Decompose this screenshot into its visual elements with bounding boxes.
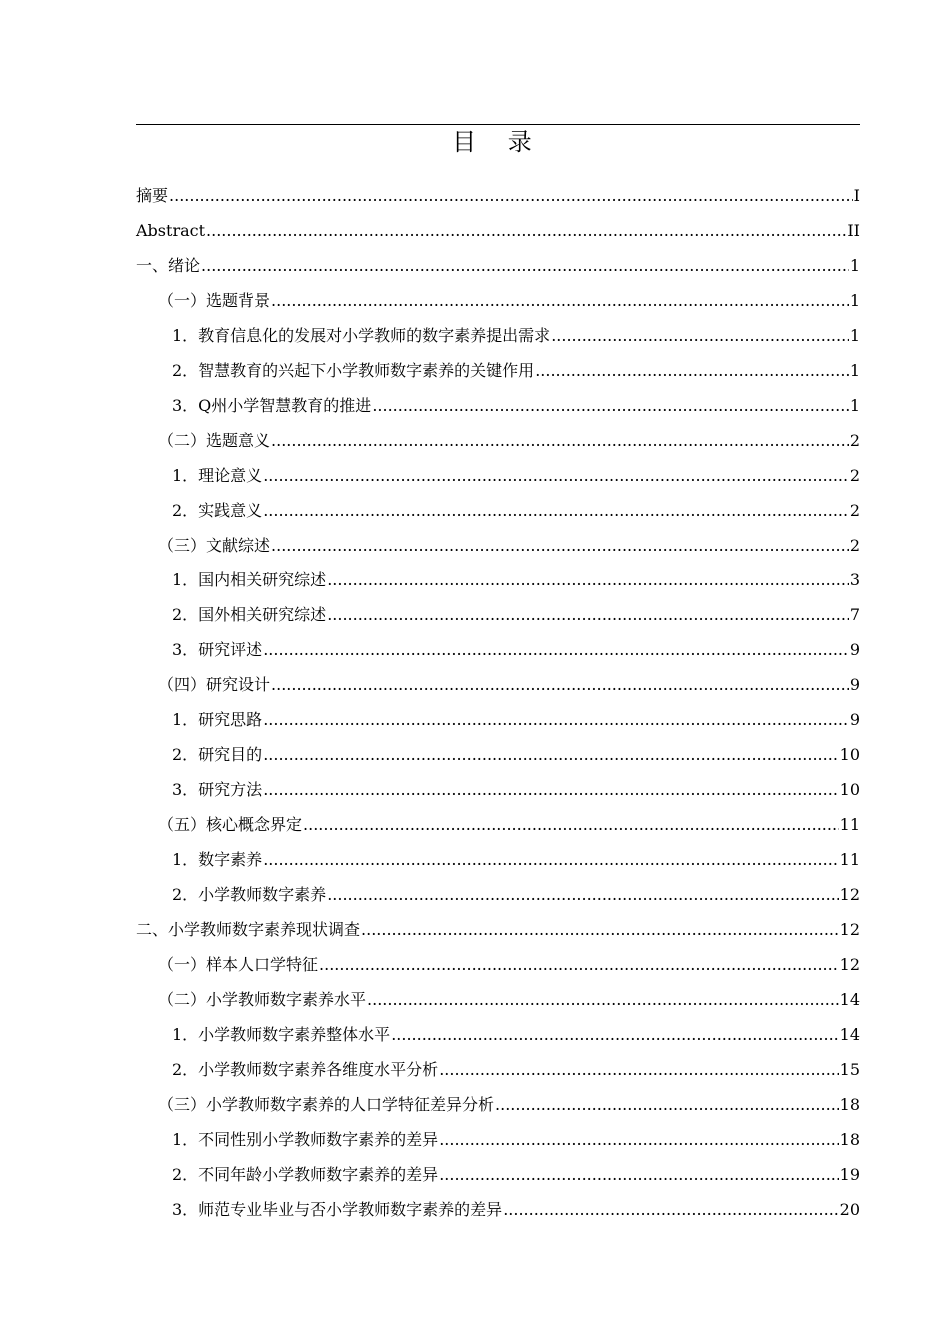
toc-dot-leader [439, 1159, 838, 1191]
toc-dot-leader [263, 460, 849, 492]
toc-entry-label: 3．研究评述 [172, 640, 263, 660]
toc-entry-label: 1．教育信息化的发展对小学教师的数字素养提出需求 [172, 325, 551, 345]
toc-entry-page: 11 [839, 815, 860, 835]
toc-entry-page: 3 [849, 570, 860, 590]
toc-dot-leader [495, 1089, 839, 1121]
toc-entry-page: 19 [839, 1164, 860, 1184]
toc-dot-leader [327, 564, 849, 596]
toc-entry-label: 3．研究方法 [172, 780, 263, 800]
toc-entry-label: 3．Q州小学智慧教育的推进 [172, 395, 372, 415]
toc-entry-label: 2．国外相关研究综述 [172, 605, 327, 625]
toc-entry-page: 1 [849, 290, 860, 310]
toc-entry[interactable] [136, 984, 860, 1016]
toc-entry[interactable] [136, 704, 860, 736]
toc-entry-page: 2 [849, 535, 860, 555]
toc-entry-label: （四）研究设计 [158, 675, 271, 695]
toc-entry-label: 2．实践意义 [172, 500, 263, 520]
toc-entry[interactable] [136, 530, 860, 562]
toc-entry-label: （二）小学教师数字素养水平 [158, 989, 367, 1009]
toc-dot-leader [271, 530, 849, 562]
toc-entry[interactable] [136, 355, 860, 387]
toc-dot-leader [391, 1019, 838, 1051]
toc-dot-leader [361, 914, 839, 946]
toc-dot-leader [439, 1124, 838, 1156]
toc-dot-leader [206, 215, 846, 247]
toc-entry[interactable] [136, 285, 860, 317]
toc-entry-page: I [853, 186, 860, 205]
toc-entry-page: 1 [849, 395, 860, 415]
toc-entry-page: 14 [839, 1024, 860, 1044]
toc-dot-leader [201, 250, 849, 282]
toc-entry[interactable] [136, 1054, 860, 1086]
toc-entry-page: 2 [849, 465, 860, 485]
toc-dot-leader [263, 774, 838, 806]
toc-entry-label: （一）样本人口学特征 [158, 954, 319, 974]
toc-entry[interactable] [136, 949, 860, 981]
toc-dot-leader [319, 949, 839, 981]
toc-dot-leader [372, 390, 849, 422]
toc-entry-label: 2．不同年龄小学教师数字素养的差异 [172, 1164, 439, 1184]
toc-entry-label: 1．理论意义 [172, 465, 263, 485]
toc-entry-label: （三）小学教师数字素养的人口学特征差异分析 [158, 1094, 495, 1114]
toc-entry[interactable] [136, 879, 860, 911]
toc-entry[interactable] [136, 1194, 860, 1226]
toc-entry-page: 18 [839, 1094, 860, 1114]
toc-entry[interactable] [136, 914, 860, 946]
toc-entry[interactable] [136, 390, 860, 422]
toc-entry-label: 一、绪论 [136, 255, 201, 275]
toc-dot-leader [169, 180, 853, 212]
toc-dot-leader [271, 669, 849, 701]
toc-entry-page: 15 [839, 1059, 860, 1079]
toc-entry[interactable] [136, 320, 860, 352]
toc-entry-label: 摘要 [136, 186, 169, 205]
toc-entry-label: （五）核心概念界定 [158, 815, 303, 835]
toc-entry-label: （三）文献综述 [158, 535, 271, 555]
toc-entry-page: 12 [839, 919, 860, 939]
toc-entry-page: 2 [849, 500, 860, 520]
toc-entry[interactable] [136, 599, 860, 631]
toc-entry[interactable] [136, 669, 860, 701]
toc-entry[interactable] [136, 774, 860, 806]
toc-dot-leader [271, 425, 849, 457]
toc-entry-page: II [847, 220, 860, 240]
toc-entry-label: （二）选题意义 [158, 430, 271, 450]
toc-entry[interactable] [136, 809, 860, 841]
toc-entry-page: 9 [849, 675, 860, 695]
toc-entry-label: 2．小学教师数字素养各维度水平分析 [172, 1059, 439, 1079]
toc-dot-leader [263, 634, 849, 666]
toc-dot-leader [327, 879, 838, 911]
toc-entry-page: 12 [839, 954, 860, 974]
toc-entry-page: 1 [849, 325, 860, 345]
toc-title: 目 录 [452, 128, 544, 156]
toc-entry[interactable] [136, 844, 860, 876]
toc-dot-leader [263, 844, 838, 876]
toc-dot-leader [551, 320, 849, 352]
toc-entry-page: 9 [849, 710, 860, 730]
toc-entry-label: 1．国内相关研究综述 [172, 570, 327, 590]
toc-entry-page: 12 [839, 885, 860, 904]
toc-entry[interactable] [136, 739, 860, 771]
toc-entry-page: 1 [849, 360, 860, 380]
toc-entry[interactable] [136, 460, 860, 492]
toc-entry-label: （一）选题背景 [158, 290, 271, 310]
toc-dot-leader [263, 739, 838, 771]
toc-entry-label: 1．研究思路 [172, 710, 263, 730]
toc-entry-page: 14 [839, 989, 860, 1009]
header-rule [136, 124, 860, 125]
toc-entry-page: 20 [839, 1199, 860, 1219]
toc-entry-label: 3．师范专业毕业与否小学教师数字素养的差异 [172, 1199, 503, 1219]
toc-entry-page: 1 [849, 255, 860, 275]
toc-entry-page: 11 [839, 850, 860, 870]
toc-entry[interactable] [136, 425, 860, 457]
toc-entry-label: 1．数字素养 [172, 850, 263, 870]
toc-dot-leader [327, 599, 849, 631]
toc-dot-leader [439, 1054, 838, 1086]
toc-dot-leader [303, 809, 839, 841]
toc-entry-page: 7 [849, 605, 860, 625]
toc-dot-leader [263, 495, 849, 527]
toc-entry[interactable] [136, 495, 860, 527]
toc-entry-page: 18 [839, 1129, 860, 1149]
toc-entry-label: 2．智慧教育的兴起下小学教师数字素养的关键作用 [172, 360, 535, 380]
toc-entry[interactable] [136, 180, 860, 212]
toc-entry[interactable] [136, 1019, 860, 1051]
toc-entry[interactable] [136, 215, 860, 247]
toc-entry-label: Abstract [136, 220, 206, 240]
toc-entry-page: 10 [839, 745, 860, 765]
toc-dot-leader [367, 984, 839, 1016]
toc-entry-label: 1．小学教师数字素养整体水平 [172, 1024, 391, 1044]
toc-dot-leader [535, 355, 849, 387]
toc-entry-page: 2 [849, 430, 860, 450]
toc-entry-label: 二、小学教师数字素养现状调查 [136, 919, 361, 939]
toc-entry[interactable] [136, 634, 860, 666]
toc-dot-leader [263, 704, 849, 736]
toc-entry[interactable] [136, 1089, 860, 1121]
toc-entry-page: 9 [849, 640, 860, 660]
toc-entry[interactable] [136, 1159, 860, 1191]
toc-entry-label: 2．研究目的 [172, 745, 263, 765]
toc-entry[interactable] [136, 250, 860, 282]
toc-dot-leader [503, 1194, 838, 1226]
toc-entry[interactable] [136, 1124, 860, 1156]
toc-entry-label: 1．不同性别小学教师数字素养的差异 [172, 1129, 439, 1149]
toc-entry-page: 10 [839, 780, 860, 800]
toc-entry[interactable] [136, 564, 860, 596]
toc-entry-label: 2．小学教师数字素养 [172, 885, 327, 904]
toc-dot-leader [271, 285, 849, 317]
